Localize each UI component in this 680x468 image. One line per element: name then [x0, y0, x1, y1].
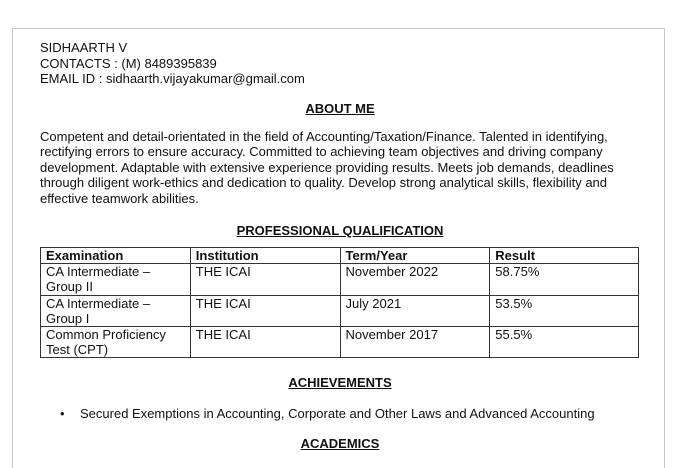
cell-term-year: November 2017 — [340, 327, 490, 358]
achievements-heading: ACHIEVEMENTS — [288, 375, 392, 391]
qualification-table — [40, 247, 639, 358]
achievements-list — [40, 406, 640, 421]
bullet-icon: • — [60, 406, 65, 422]
resume-document — [40, 40, 640, 451]
cell-term-year: November 2022 — [340, 264, 490, 295]
cell-result: 53.5% — [490, 295, 639, 326]
column-header-term-year: Term/Year — [340, 248, 490, 264]
cell-examination: Common Proficiency Test (CPT) — [41, 327, 191, 358]
candidate-name: SIDHAARTH V — [40, 40, 128, 55]
table-row — [41, 295, 639, 326]
about-heading: ABOUT ME — [305, 100, 375, 116]
column-header-result: Result — [490, 248, 639, 264]
cell-result: 55.5% — [490, 327, 639, 358]
cell-examination: CA Intermediate – Group I — [41, 295, 191, 326]
cell-institution: THE ICAI — [190, 264, 340, 295]
cell-result: 58.75% — [490, 264, 639, 295]
about-paragraph: Competent and detail-orientated in the field of Accounting/Taxation/Finance. Talented in identifying, rectifying errors to ensure accuracy. Committed to achieving team objectives and driving company development. Adaptable with extensive experience providing results. Meets job demands, deadlines through diligent work-ethics and dedication to quality. Develop strong analytical skills, flexibility and effective teamwork abilities. — [40, 128, 614, 206]
qualification-heading: PROFESSIONAL QUALIFICATION — [236, 223, 444, 238]
table-row — [41, 264, 639, 295]
contact-email: EMAIL ID : sidhaarth.vijayakumar@gmail.com — [40, 71, 305, 86]
list-item — [60, 406, 640, 422]
column-header-examination: Examination — [41, 248, 191, 264]
academics-heading: ACADEMICS — [300, 436, 380, 452]
cell-examination: CA Intermediate – Group II — [41, 264, 191, 295]
table-row — [41, 327, 639, 358]
cell-term-year: July 2021 — [340, 295, 490, 326]
cell-institution: THE ICAI — [190, 295, 340, 326]
cell-institution: THE ICAI — [190, 327, 340, 358]
achievement-text: Secured Exemptions in Accounting, Corporate and Other Laws and Advanced Accounting — [80, 406, 595, 422]
table-header-row — [41, 248, 639, 264]
contact-phone: CONTACTS : (M) 8489395839 — [40, 55, 217, 71]
contact-block — [40, 40, 640, 87]
column-header-institution: Institution — [190, 248, 340, 264]
